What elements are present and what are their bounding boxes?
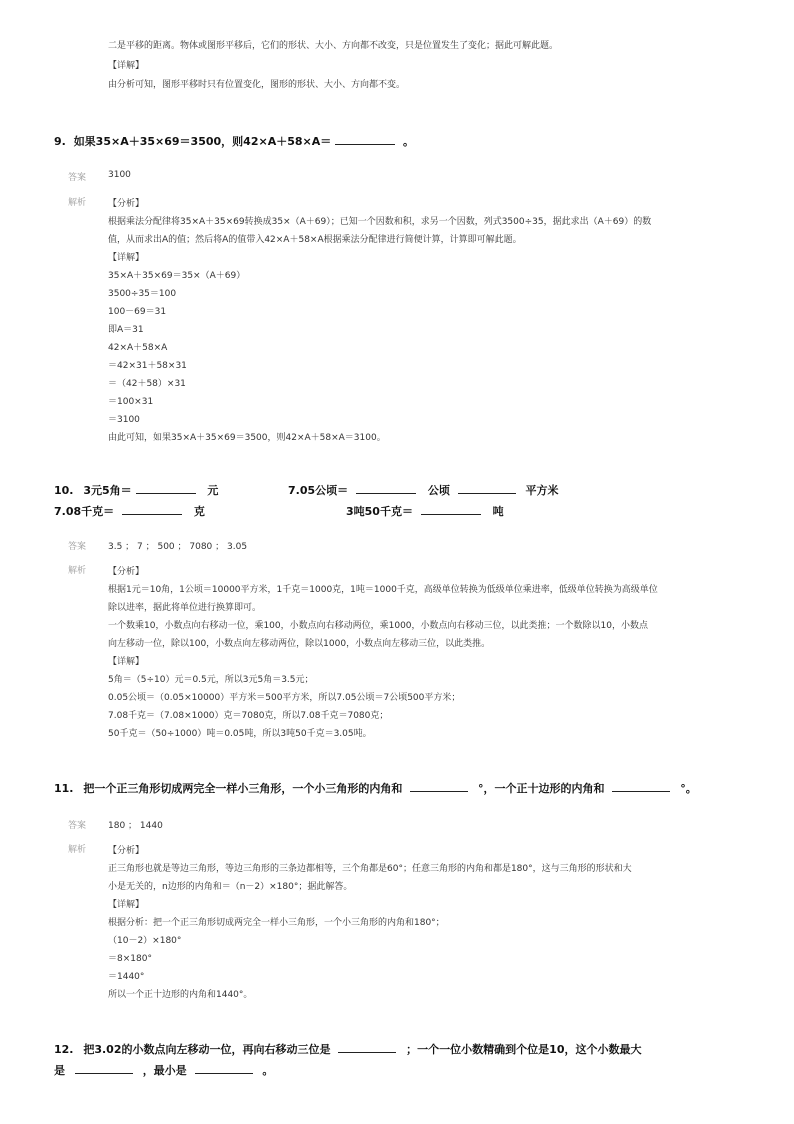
answer-label: 答案 — [68, 173, 87, 183]
question-text: 把一个正三角形切成两完全一样小三角形，一个小三角形的内角和 — [83, 782, 403, 795]
answer-blank — [136, 483, 196, 494]
analysis-line: 值，从而求出A的值；然后将A的值带入42×A＋58×A根据乘法分配律进行简便计算，计算即可解此题。 — [108, 235, 522, 245]
analysis-line: 小是无关的，n边形的内角和＝（n－2）×180°；据此解答。 — [108, 882, 353, 892]
question-10-part2 — [288, 482, 559, 498]
analysis-line: 正三角形也就是等边三角形，等边三角形的三条边都相等，三个角都是60°；任意三角形的内角和都是180°，这与三角形的形状和大 — [108, 864, 632, 874]
detail-line: 由此可知，如果35×A＋35×69＝3500，则42×A＋58×A＝3100。 — [108, 433, 386, 443]
top-analysis-line: 二是平移的距离。物体或图形平移后，它们的形状、大小、方向都不改变，只是位置发生了变化；据此可解此题。 — [108, 41, 559, 51]
detail-line: ＝42×31＋58×31 — [108, 361, 187, 371]
question-text: 7.05公顷＝ — [288, 484, 349, 497]
question-12-row1 — [54, 1041, 641, 1057]
detail-line: ＝8×180° — [108, 954, 152, 964]
detail-line: 根据分析：把一个正三角形切成两完全一样小三角形，一个小三角形的内角和180°； — [108, 918, 445, 928]
analysis-tag: 【分析】 — [108, 567, 145, 577]
detail-line: 3500÷35＝100 — [108, 289, 177, 299]
detail-line: 7.08千克＝（7.08×1000）克＝7080克，所以7.08千克＝7080克； — [108, 711, 389, 721]
question-9 — [54, 133, 414, 149]
question-number: 11. — [54, 782, 74, 795]
detail-line: 50千克＝（50÷1000）吨＝0.05吨，所以3吨50千克＝3.05吨。 — [108, 729, 372, 739]
detail-tag: 【详解】 — [108, 657, 145, 667]
answer-blank — [338, 1042, 396, 1053]
top-detail-line: 由分析可知，图形平移时只有位置变化，图形的形状、大小、方向都不变。 — [108, 80, 406, 90]
question-text: 3吨50千克＝ — [346, 505, 413, 518]
analysis-label: 解析 — [68, 566, 87, 576]
question-12-row2 — [54, 1062, 273, 1078]
detail-line: 42×A＋58×A — [108, 343, 168, 353]
unit-text: 平方米 — [525, 484, 559, 497]
detail-line: ＝1440° — [108, 972, 145, 982]
question-text: 3元5角＝ — [83, 484, 132, 497]
detail-line: 35×A＋35×69＝35×（A＋69） — [108, 271, 246, 281]
analysis-line: 一个数乘10，小数点向右移动一位，乘100，小数点向右移动两位，乘1000，小数点向右移动三位，以此类推；一个数除以10，小数点 — [108, 621, 648, 631]
answer-blank — [356, 483, 416, 494]
unit-text: 公顷 — [427, 484, 450, 497]
answer-label: 答案 — [68, 542, 87, 552]
q11-analysis — [108, 842, 632, 1004]
question-text-end: 。 — [402, 135, 414, 148]
question-text-end: °。 — [680, 782, 697, 795]
detail-line: 0.05公顷＝（0.05×10000）平方米＝500平方米，所以7.05公顷＝7公顷500平方米； — [108, 693, 461, 703]
detail-tag: 【详解】 — [108, 900, 145, 910]
question-number: 12. — [54, 1043, 74, 1056]
detail-line: ＝100×31 — [108, 397, 154, 407]
analysis-tag: 【分析】 — [108, 199, 145, 209]
unit-text: 吨 — [492, 505, 504, 518]
question-11 — [54, 780, 697, 796]
question-text-end: 。 — [262, 1064, 274, 1077]
detail-line: ＝3100 — [108, 415, 140, 425]
question-text: 把3.02的小数点向左移动一位，再向右移动三位是 — [83, 1043, 331, 1056]
question-text: 是 — [54, 1064, 65, 1077]
question-text: 7.08千克＝ — [54, 505, 115, 518]
detail-line: 5角＝（5÷10）元＝0.5元，所以3元5角＝3.5元； — [108, 675, 314, 685]
q9-answer: 3100 — [108, 170, 131, 180]
answer-label: 答案 — [68, 821, 87, 831]
analysis-label: 解析 — [68, 845, 87, 855]
question-text: 如果35×A＋35×69＝3500，则42×A＋58×A＝ — [73, 135, 332, 148]
q10-answer: 3.5 ； 7 ； 500 ； 7080 ； 3.05 — [108, 542, 248, 552]
question-10-part4 — [346, 503, 504, 519]
answer-blank — [458, 483, 516, 494]
detail-line: 即A＝31 — [108, 325, 144, 335]
analysis-line: 根据1元＝10角，1公顷＝10000平方米，1千克＝1000克，1吨＝1000千克，高级单位转换为低级单位乘进率，低级单位转换为高级单位 — [108, 585, 658, 595]
answer-blank — [410, 781, 468, 792]
question-10-row2 — [54, 503, 205, 519]
unit-text: 克 — [193, 505, 205, 518]
detail-line: 100－69＝31 — [108, 307, 167, 317]
analysis-line: 根据乘法分配律将35×A＋35×69转换成35×（A＋69）；已知一个因数和积，求另一个因数，列式3500÷35，据此求出（A＋69）的数 — [108, 217, 652, 227]
question-10-row1 — [54, 482, 218, 498]
question-number: 10. — [54, 484, 74, 497]
question-number: 9. — [54, 135, 66, 148]
analysis-line: 除以进率，据此将单位进行换算即可。 — [108, 603, 262, 613]
answer-blank — [195, 1063, 253, 1074]
detail-line: （10－2）×180° — [108, 936, 182, 946]
unit-text: 元 — [207, 484, 219, 497]
question-text: °，一个正十边形的内角和 — [478, 782, 605, 795]
answer-blank — [335, 134, 395, 145]
question-text: ；一个一位小数精确到个位是10，这个小数最大 — [406, 1043, 642, 1056]
detail-line: 所以一个正十边形的内角和1440°。 — [108, 990, 253, 1000]
q11-answer: 180 ； 1440 — [108, 821, 163, 831]
question-text: ，最小是 — [142, 1064, 187, 1077]
top-detail-tag: 【详解】 — [108, 61, 145, 71]
answer-blank — [75, 1063, 133, 1074]
analysis-label: 解析 — [68, 198, 87, 208]
detail-tag: 【详解】 — [108, 253, 145, 263]
q9-analysis — [108, 195, 651, 447]
answer-blank — [421, 504, 481, 515]
q10-analysis — [108, 563, 658, 743]
answer-blank — [612, 781, 670, 792]
analysis-tag: 【分析】 — [108, 846, 145, 856]
analysis-line: 向左移动一位，除以100，小数点向左移动两位，除以1000，小数点向左移动三位，以此类推。 — [108, 639, 491, 649]
detail-line: ＝（42＋58）×31 — [108, 379, 186, 389]
answer-blank — [122, 504, 182, 515]
